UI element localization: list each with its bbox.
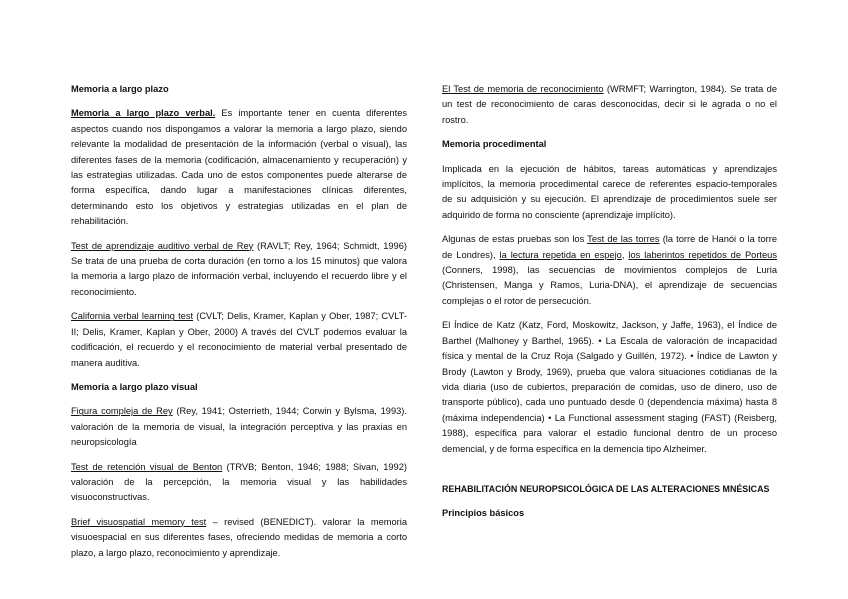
paragraph-rey-figure	[71, 404, 407, 450]
tests-text-c: ,	[621, 249, 629, 260]
cvlt-text: (CVLT; Delis, Kramer, Kaplan y Ober, 1987; CVLT-II; Delis, Kramer, Kaplan y Ober, 2000) A través del CVLT podemos evaluar la codificación, el recuerdo y el reconocimiento de material verbal presentado de manera auditiva.	[71, 311, 408, 368]
rey-figure-title: Figura compleja de Rey	[71, 406, 173, 417]
wrmft-text: (WRMFT; Warrington, 1984). Se trata de un test de reconocimiento de caras desconocidas, decir si le agrada o no el rostro.	[442, 84, 778, 125]
tests-text-b: (la torre de Hanói o la torre de Londres),	[442, 234, 778, 260]
paragraph-tests	[442, 232, 777, 309]
heading-long-term-memory: Memoria a largo plazo	[71, 84, 169, 94]
paragraph-bvmt	[71, 515, 407, 561]
heading-rehabilitation: REHABILITACIÓN NEUROPSICOLÓGICA DE LAS ALTERACIONES MNÉSICAS	[442, 483, 770, 494]
paragraph-wrmft	[442, 82, 777, 128]
paragraph-cvlt	[71, 309, 407, 371]
rey-figure-text: (Rey, 1941; Osterrieth, 1944; Corwin y Bylsma, 1993). valoración de la memoria de visual, la integración perceptiva y las praxias en neuropsicología	[71, 406, 407, 448]
bvmt-text: – revised (BENEDICT). valorar la memoria visuoespacial en sus diferentes fases, ofreciendo medidas de memoria a corto plazo, a largo plazo, reconocimiento y aprendizaje.	[71, 516, 407, 558]
verbal-memory-title: Memoria a largo plazo verbal.	[71, 108, 216, 119]
benton-text: (TRVB; Benton, 1946; 1988; Sivan, 1992) valoración de la percepción, la memoria visual y las habilidades visuoconstructivas.	[71, 461, 407, 503]
verbal-memory-text: Es importante tener en cuenta diferentes aspectos cuando nos dispongamos a valorar la memoria a largo plazo, siendo relevante la modalidad de presentación de la información (verbal o visual), las diferentes fases de la memoria (codificación, almacenamiento y recuperación) y las estrategias utilizadas. Cada uno de estos componentes puede alterarse de forma específica, dando lugar a manifestaciones clínicas diferentes, determinando esto los objetivos y estrategias utilizadas en el plan de rehabilitación.	[71, 108, 408, 227]
paragraph-ravlt	[71, 239, 407, 301]
mirror-reading-title: la lectura repetida en espejo	[499, 249, 622, 260]
tests-text-d: (Conners, 1998), las secuencias de movimientos complejos de Luria (Christensen, Manga y Ramos, Luria-DNA), el aprendizaje de secuencias complejas o el rotor de persecución.	[442, 265, 777, 306]
right-column	[442, 82, 777, 531]
paragraph-scales: El Índice de Katz (Katz, Ford, Moskowitz, Jackson, y Jaffe, 1963), el Índice de Barthel (Malhoney y Barthel, 1965). • La Escala de valoración de incapacidad física y mental de la Cruz Roja (Salgado y Guillén, 1972). • Índice de Lawton y Brody (Lawton y Brody, 1969), prueba que valora situaciones cotidianas de la vida diaria (uso de cubiertos, preparación de comidas, uso de dinero, uso de transporte público), cada uno puntuado desde 0 (dependencia máxima) hasta 8 (máxima independencia) • La Functional assessment staging (FAST) (Reisberg, 1988), específica para valorar el estadio funcional dentro de un proceso demencial, y de forma específica en la demencia tipo Alzheimer.	[442, 320, 777, 454]
heading-visual-memory: Memoria a largo plazo visual	[71, 381, 198, 392]
ravlt-title: Test de aprendizaje auditivo verbal de Rey	[71, 240, 254, 251]
wrmft-title: El Test de memoria de reconocimiento	[442, 84, 604, 94]
tests-text-a: Algunas de estas pruebas son los	[442, 234, 588, 245]
cvlt-title: California verbal learning test	[71, 311, 194, 322]
paragraph-procedural: Implicada en la ejecución de hábitos, tareas automáticas y aprendizajes implícitos, la memoria procedimental carece de referentes espacio-temporales de su adquisición y su ejecución. El aprendizaje de procedimientos suele ser adquirido de forma no consciente (aprendizaje implícito).	[442, 163, 777, 220]
paragraph-verbal-memory	[71, 106, 407, 229]
paragraph-benton	[71, 460, 407, 506]
heading-basic-principles: Principios básicos	[442, 508, 525, 519]
ravlt-text: (RAVLT; Rey, 1964; Schmidt, 1996) Se trata de una prueba de corta duración (en torno a los 15 minutos) que valora la memoria a largo plazo de información verbal, incluyendo el recuerdo libre y el reconocimiento.	[71, 240, 407, 297]
benton-title: Test de retención visual de Benton	[71, 461, 223, 472]
porteus-title: los laberintos repetidos de Porteus	[628, 249, 778, 260]
bvmt-title: Brief visuospatial memory test	[71, 516, 207, 527]
towers-test-title: Test de las torres	[587, 234, 660, 245]
left-column	[71, 82, 407, 570]
heading-procedural-memory: Memoria procedimental	[442, 139, 547, 150]
